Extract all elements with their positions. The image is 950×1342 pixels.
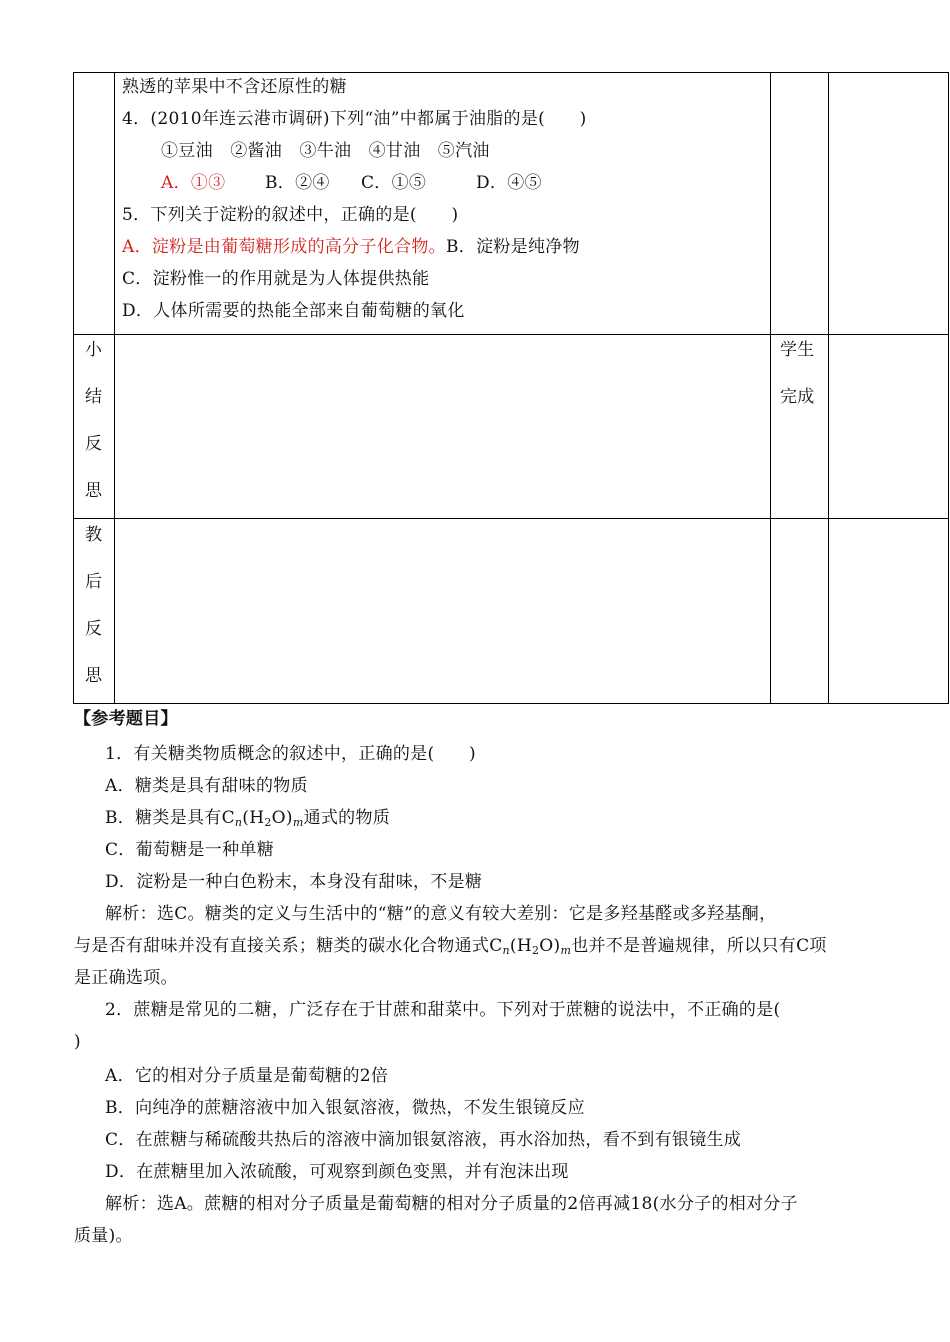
reference-heading: 【参考题目】 [74,709,178,729]
ref-q1-an-post: 也并不是普遍规律，所以只有C项 [571,936,827,956]
row1-extra-cell [828,73,948,335]
question-5-stem: 5．下列关于淀粉的叙述中，正确的是( ) [122,205,459,225]
question-5-options-ab [122,237,580,257]
question-5-option-d: D．人体所需要的热能全部来自葡萄糖的氧化 [122,301,465,321]
reflection-label-char-2: 后 [85,572,102,592]
row2-content-cell [115,335,771,519]
table-row-reflection [74,519,949,704]
row3-note-cell [771,519,828,704]
summary-note-line-1: 学生 [780,340,815,360]
summary-label-char-4: 思 [85,481,102,501]
ref-q1-an-mid: (H [509,936,532,956]
question-5-option-a: A．淀粉是由葡萄糖形成的高分子化合物。 [122,237,446,257]
row2-note-cell [771,335,828,519]
ref-q1-b-m: m [292,816,304,829]
row3-content-cell [115,519,771,704]
row3-extra-cell [828,519,948,704]
question-5-option-c: C．淀粉惟一的作用就是为人体提供热能 [122,269,430,289]
question-4-stem: 4．(2010年连云港市调研)下列“油”中都属于油脂的是( ) [122,109,587,129]
ref-q2-stem-line-1: 2．蔗糖是常见的二糖，广泛存在于甘蔗和甜菜中。下列对于蔗糖的说法中，不正确的是( [105,1000,781,1020]
ref-q1-option-c: C．葡萄糖是一种单糖 [105,840,275,860]
ref-q2-analysis-line-1: 解析：选A。蔗糖的相对分子质量是葡萄糖的相对分子质量的2倍再减18(水分子的相对分子 [105,1194,798,1214]
table-row-summary [74,335,949,519]
ref-q2-option-b: B．向纯净的蔗糖溶液中加入银氨溶液，微热，不发生银镜反应 [105,1098,585,1118]
question-4-option-b: B．②④ [265,173,330,193]
question-4-items: ①豆油 ②酱油 ③牛油 ④甘油 ⑤汽油 [161,141,490,161]
ref-q1-analysis-line-1: 解析：选C。糖类的定义与生活中的“糖”的意义有较大差别：它是多羟基醛或多羟基酮， [105,904,777,924]
ref-q1-an-m: m [560,944,572,957]
ref-q1-b-2: 2 [264,816,272,829]
row1-label-cell [74,73,115,335]
ref-q2-analysis-line-2: 质量)。 [74,1226,133,1246]
ref-q1-stem: 1．有关糖类物质概念的叙述中，正确的是( ) [105,744,476,764]
ref-q1-b-pre: B．糖类是具有C [105,808,235,828]
summary-label-char-1: 小 [85,340,102,360]
row1-note-cell [771,73,828,335]
row1-line-1: 熟透的苹果中不含还原性的糖 [122,77,347,97]
ref-q1-analysis-line-2 [74,936,827,961]
question-4-option-c: C．①⑤ [361,173,427,193]
ref-q1-an-mid2: O) [539,936,561,956]
question-5-option-b: B．淀粉是纯净物 [445,237,580,257]
question-4-option-d: D．④⑤ [476,173,542,193]
reflection-label-char-3: 反 [85,619,102,639]
ref-q2-option-c: C．在蔗糖与稀硫酸共热后的溶液中滴加银氨溶液，再水浴加热，看不到有银镜生成 [105,1130,742,1150]
reflection-label-char-4: 思 [85,666,102,686]
ref-q1-analysis-line-3: 是正确选项。 [74,968,178,988]
ref-q1-option-a: A．糖类是具有甜味的物质 [105,776,308,796]
summary-label-char-3: 反 [85,434,102,454]
reflection-label-char-1: 教 [85,525,102,545]
ref-q1-b-mid: (H [242,808,265,828]
ref-q2-option-d: D．在蔗糖里加入浓硫酸，可观察到颜色变黑，并有泡沫出现 [105,1162,569,1182]
ref-q1-b-n: n [234,816,243,829]
ref-q1-an-pre: 与是否有甜味并没有直接关系；糖类的碳水化合物通式C [74,936,503,956]
ref-q1-an-n: n [502,944,510,957]
ref-q1-option-b [105,808,390,833]
ref-q1-option-d: D．淀粉是一种白色粉末，本身没有甜味，不是糖 [105,872,483,892]
ref-q1-b-mid2: O) [271,808,293,828]
ref-q2-option-a: A．它的相对分子质量是葡萄糖的2倍 [105,1066,389,1086]
question-4-option-a: A．①③ [161,173,226,193]
ref-q1-b-post: 通式的物质 [303,808,391,828]
lesson-table [73,72,949,704]
ref-q1-an-2: 2 [531,944,540,957]
summary-label-char-2: 结 [85,387,102,407]
row2-extra-cell [828,335,948,519]
summary-note-line-2: 完成 [780,387,815,407]
ref-q2-stem-line-2: ) [74,1032,81,1052]
